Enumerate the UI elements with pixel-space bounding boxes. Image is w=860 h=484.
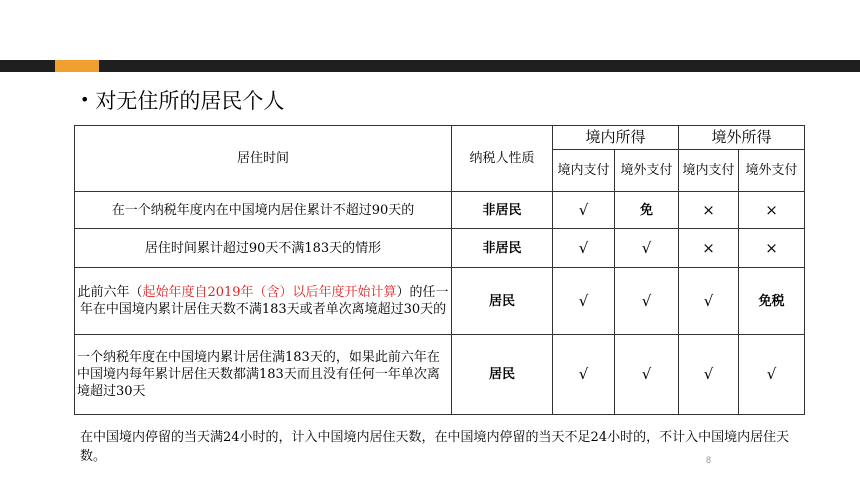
row-cell: × [679, 229, 739, 268]
row-cell: √ [553, 192, 615, 229]
table-row [75, 229, 805, 268]
row-cell: 免 [615, 192, 679, 229]
row-cell: √ [553, 335, 615, 415]
header-foreign-income: 境外所得 [679, 126, 805, 150]
slide-heading [80, 85, 284, 115]
row-time-suffix: ）的任一年在中国境内累计居住天数不满183天或者单次离境超过30天的 [79, 285, 449, 317]
row-cell: √ [615, 268, 679, 335]
row-time-highlight: 起始年度自2019年（含）以后年度开始计算 [142, 285, 397, 300]
table-row [75, 335, 805, 415]
row-cell: × [739, 192, 805, 229]
row-taxpayer-type: 非居民 [452, 229, 553, 268]
row-residence-time: 一个纳税年度在中国境内累计居住满183天的，如果此前六年在中国境内每年累计居住天数都满183天而且没有任何一年单次离境超过30天 [75, 335, 452, 415]
header-domestic-income: 境内所得 [553, 126, 679, 150]
header-taxpayer-type: 纳税人性质 [452, 126, 553, 192]
bullet-icon: • [80, 90, 90, 109]
page-number: 8 [706, 455, 712, 465]
table-header-row [75, 126, 805, 150]
heading-text: 对无住所的居民个人 [95, 89, 285, 113]
row-cell: √ [739, 335, 805, 415]
header-residence-time: 居住时间 [75, 126, 452, 192]
row-cell: √ [679, 335, 739, 415]
subheader-domestic-pay-2: 境内支付 [679, 150, 739, 192]
subheader-foreign-pay-2: 境外支付 [739, 150, 805, 192]
row-taxpayer-type: 居民 [452, 268, 553, 335]
row-residence-time: 在一个纳税年度内在中国境内居住累计不超过90天的 [75, 192, 452, 229]
top-bar [0, 60, 860, 72]
tax-table [74, 125, 805, 415]
row-cell: × [679, 192, 739, 229]
row-cell: √ [553, 268, 615, 335]
row-residence-time: 居住时间累计超过90天不满183天的情形 [75, 229, 452, 268]
row-cell: √ [615, 335, 679, 415]
subheader-domestic-pay-1: 境内支付 [553, 150, 615, 192]
row-residence-time [75, 268, 452, 335]
top-accent [55, 60, 99, 72]
table-row [75, 268, 805, 335]
table-row [75, 192, 805, 229]
row-cell: √ [679, 268, 739, 335]
row-time-prefix: 此前六年（ [77, 285, 143, 300]
row-taxpayer-type: 非居民 [452, 192, 553, 229]
row-cell: √ [553, 229, 615, 268]
row-cell: √ [615, 229, 679, 268]
footnote: 在中国境内停留的当天满24小时的，计入中国境内居住天数，在中国境内停留的当天不足24小时的，不计入中国境内居住天数。 [80, 430, 790, 464]
subheader-foreign-pay-1: 境外支付 [615, 150, 679, 192]
row-taxpayer-type: 居民 [452, 335, 553, 415]
row-cell: × [739, 229, 805, 268]
row-cell: 免税 [739, 268, 805, 335]
